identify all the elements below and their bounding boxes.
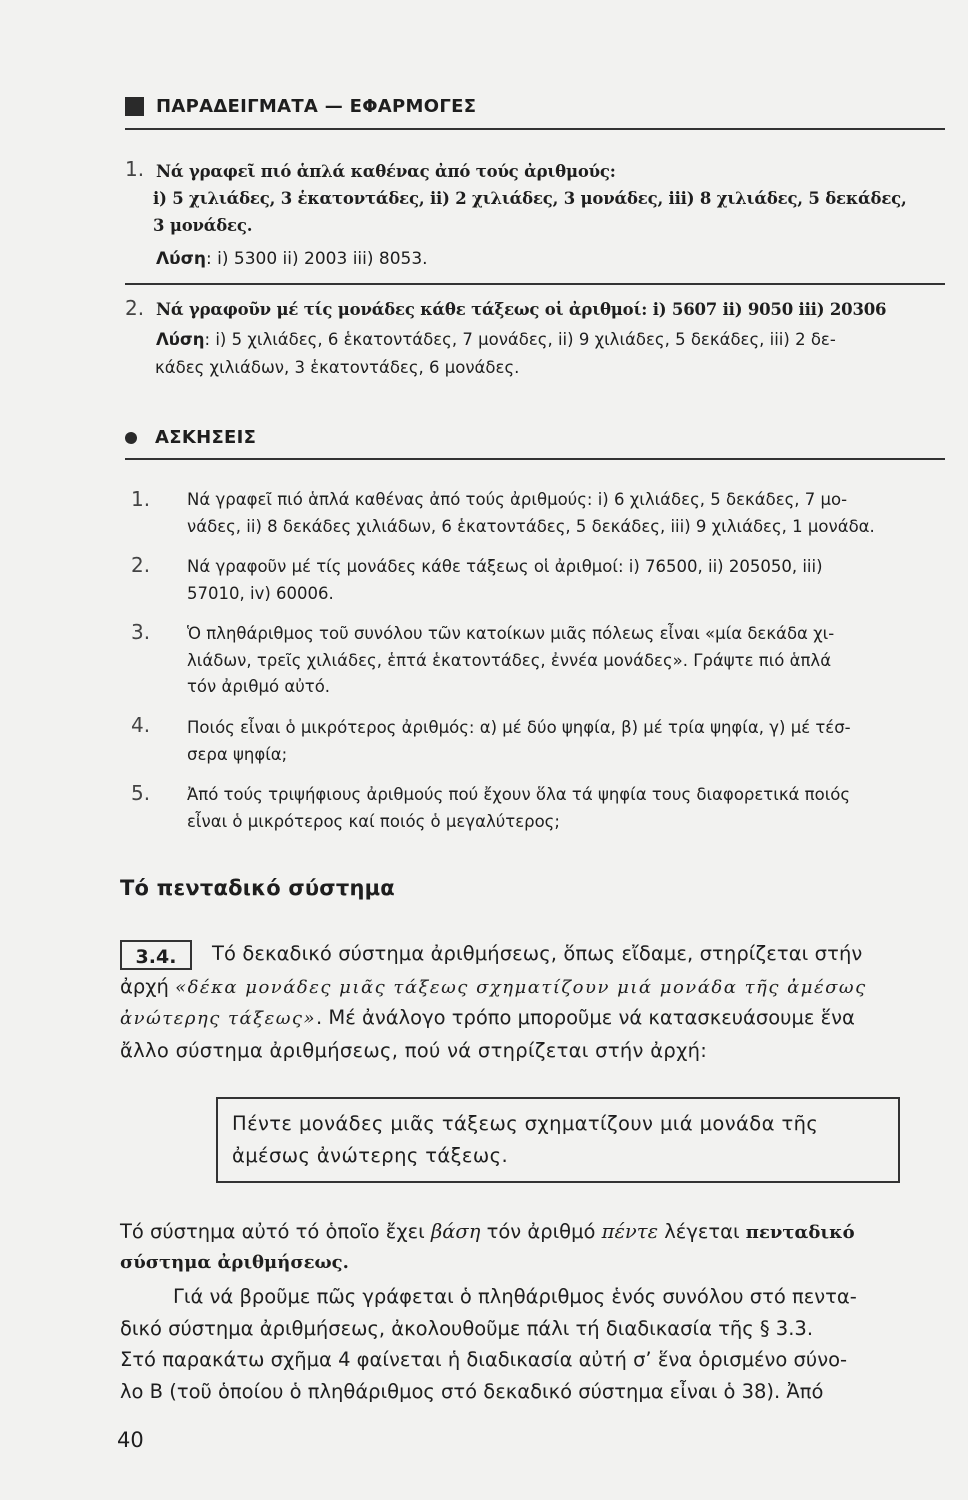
exercise-number: 5. <box>131 781 151 805</box>
rule <box>125 283 945 285</box>
section-title: Τό πενταδικό σύστημα <box>120 876 395 900</box>
principle-line: ἀμέσως ἀνώτερης τάξεως. <box>232 1144 509 1167</box>
page-number: 40 <box>117 1428 144 1452</box>
exercise-number: 1. <box>131 487 151 511</box>
emphasis-base: βάση <box>430 1220 481 1243</box>
principle-line: Πέντε μονάδες μιᾶς τάξεως σχηματίζουν μιά μονάδα τῆς <box>232 1112 819 1135</box>
exercises-heading: ΑΣΚΗΣΕΙΣ <box>155 427 257 448</box>
example-solution <box>156 330 836 349</box>
paragraph-line <box>120 1220 855 1243</box>
exercise-line: νάδες, ii) 8 δεκάδες χιλιάδων, 6 ἑκατοντάδες, 5 δεκάδες, iii) 9 χιλιάδες, 1 μονάδα. <box>187 517 875 536</box>
solution-label: Λύση <box>156 330 205 349</box>
example-question-line: i) 5 χιλιάδες, 3 ἑκατοντάδες, ii) 2 χιλιάδες, 3 μονάδες, iii) 8 χιλιάδες, 5 δεκάδες, <box>153 189 907 208</box>
exercise-line: λιάδων, τρεῖς χιλιάδες, ἑπτά ἑκατοντάδες, ἐννέα μονάδες». Γράψτε πιό ἁπλά <box>187 651 832 670</box>
exercise-line: Ἀπό τούς τριψήφιους ἀριθμούς πού ἔχουν ὅλα τά ψηφία τους διαφορετικά ποιός <box>187 785 851 804</box>
text-run: Τό σύστημα αὐτό τό ὁποῖο ἔχει <box>120 1220 431 1243</box>
exercise-line: σερα ψηφία; <box>187 745 288 764</box>
rule <box>125 458 945 460</box>
term-quinary: πενταδικό <box>745 1222 855 1243</box>
exercise-line: 57010, iv) 60006. <box>187 584 334 603</box>
example-number: 2. <box>125 296 145 320</box>
solution-label: Λύση <box>156 249 206 269</box>
example-solution-line: κάδες χιλιάδων, 3 ἑκατοντάδες, 6 μονάδες. <box>155 358 520 377</box>
principle-box <box>216 1097 900 1183</box>
text-run: . Μέ ἀνάλογο τρόπο μποροῦμε νά κατασκευάσουμε ἕνα <box>316 1006 855 1029</box>
paragraph-line: Γιά νά βροῦμε πῶς γράφεται ὁ πληθάριθμος ἑνός συνόλου στό πεντα- <box>173 1285 857 1308</box>
paragraph-line: δικό σύστημα ἀριθμήσεως, ἀκολουθοῦμε πάλι τή διαδικασία τῆς § 3.3. <box>120 1317 814 1340</box>
exercise-line: εἶναι ὁ μικρότερος καί ποιός ὁ μεγαλύτερος; <box>187 812 560 831</box>
exercise-line: Νά γραφοῦν μέ τίς μονάδες κάθε τάξεως οἱ ἀριθμοί: i) 76500, ii) 205050, iii) <box>187 557 823 576</box>
exercise-line: Ποιός εἶναι ὁ μικρότερος ἀριθμός: α) μέ δύο ψηφία, β) μέ τρία ψηφία, γ) μέ τέσ- <box>187 718 851 737</box>
solution-text: : i) 5300 ii) 2003 iii) 8053. <box>205 249 428 269</box>
paragraph-line: Τό δεκαδικό σύστημα ἀριθμήσεως, ὅπως εἴδαμε, στηρίζεται στήν <box>212 942 863 965</box>
example-question-line: 3 μονάδες. <box>153 216 253 235</box>
section-marker-square <box>125 97 144 116</box>
exercise-number: 3. <box>131 620 151 644</box>
solution-text: : i) 5 χιλιάδες, 6 ἑκατοντάδες, 7 μονάδες, ii) 9 χιλιάδες, 5 δεκάδες, iii) 2 δε- <box>204 330 836 349</box>
principle-quote-end: ἀνώτερης τάξεως» <box>120 1008 317 1029</box>
paragraph-line: λο Β (τοῦ ὁποίου ὁ πληθάριθμος στό δεκαδικό σύστημα εἶναι ὁ 38). Ἀπό <box>120 1380 824 1403</box>
example-number: 1. <box>125 157 145 181</box>
bullet-dot <box>125 432 137 444</box>
exercise-number: 4. <box>131 713 151 737</box>
exercise-number: 2. <box>131 553 151 577</box>
example-question-line: Νά γραφεῖ πιό ἁπλά καθένας ἀπό τούς ἀριθμούς: <box>156 162 616 181</box>
emphasis-five: πέντε <box>601 1220 659 1243</box>
example-question-line: Νά γραφοῦν μέ τίς μονάδες κάθε τάξεως οἱ ἀριθμοί: i) 5607 ii) 9050 iii) 20306 <box>156 300 887 319</box>
paragraph-line <box>120 1006 855 1029</box>
paragraph-line: Στό παρακάτω σχῆμα 4 φαίνεται ἡ διαδικασία αὐτή σ’ ἕνα ὁρισμένο σύνο- <box>120 1348 848 1371</box>
term-quinary-system: σύστημα ἀριθμήσεως. <box>120 1252 349 1273</box>
paragraph-line: ἄλλο σύστημα ἀριθμήσεως, πού νά στηρίζεται στήν ἀρχή: <box>120 1039 708 1062</box>
exercise-line: τόν ἀριθμό αὐτό. <box>187 677 331 696</box>
exercise-line: Ὁ πληθάριθμος τοῦ συνόλου τῶν κατοίκων μιᾶς πόλεως εἶναι «μία δεκάδα χι- <box>187 624 835 643</box>
example-solution <box>156 249 428 269</box>
rule <box>125 128 945 130</box>
examples-heading: ΠΑΡΑΔΕΙΓΜΑΤΑ — ΕΦΑΡΜΟΓΕΣ <box>156 96 477 117</box>
principle-quote: «δέκα μονάδες μιᾶς τάξεως σχηματίζουν μιά μονάδα τῆς ἀμέσως <box>175 977 867 998</box>
text-run: ἀρχή <box>120 975 176 998</box>
exercise-line: Νά γραφεῖ πιό ἁπλά καθένας ἀπό τούς ἀριθμούς: i) 6 χιλιάδες, 5 δεκάδες, 7 μο- <box>187 490 848 509</box>
section-number-box: 3.4. <box>120 940 192 970</box>
text-run: τόν ἀριθμό <box>480 1220 602 1243</box>
text-run: λέγεται <box>658 1220 746 1243</box>
paragraph-line <box>120 975 867 998</box>
